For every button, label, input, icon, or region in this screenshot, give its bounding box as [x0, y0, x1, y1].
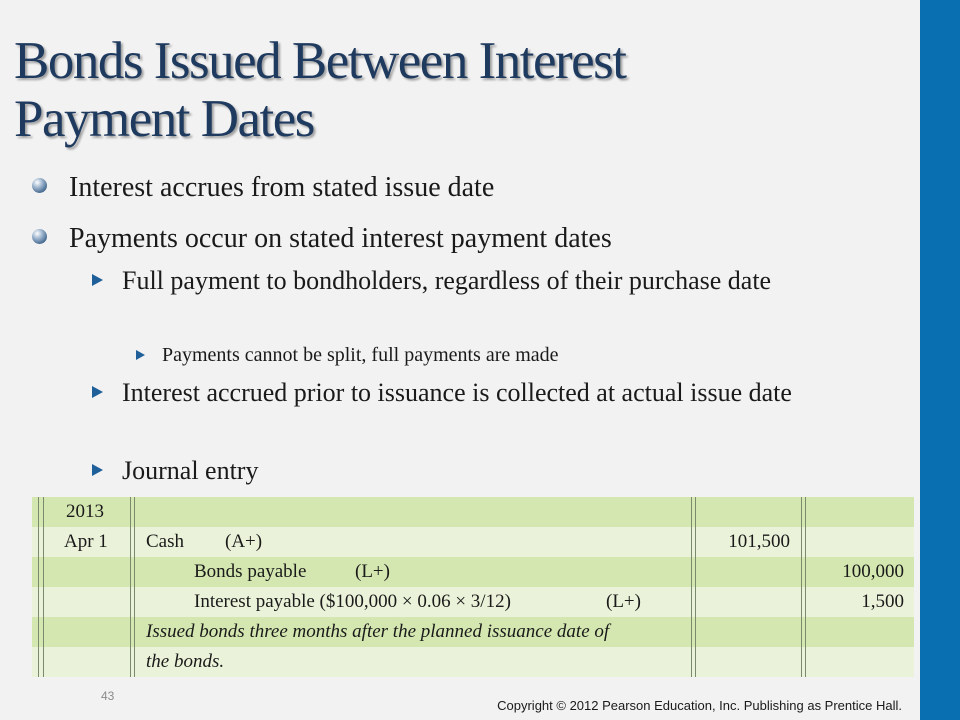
- column-divider: [695, 497, 696, 677]
- column-divider: [38, 497, 39, 677]
- memo-line-2: the bonds.: [146, 651, 225, 672]
- bullet-text: Payments cannot be split, full payments are made: [162, 344, 559, 366]
- column-divider: [43, 497, 44, 677]
- bullet-arrow-icon: [92, 274, 103, 286]
- bullet-item: [32, 171, 494, 205]
- date-cell: Apr 1: [64, 531, 108, 552]
- sub-sub-bullet-item: [136, 342, 559, 368]
- slide-title: [14, 32, 894, 148]
- effect-cell: (L+): [355, 561, 390, 582]
- title-line-1: Bonds Issued Between Interest: [14, 32, 626, 90]
- title-line-2: Payment Dates: [14, 90, 314, 148]
- credit-cell: 100,000: [842, 561, 904, 582]
- bullet-text: Interest accrues from stated issue date: [69, 172, 495, 203]
- bullet-text: Full payment to bondholders, regardless of their purchase date: [122, 266, 772, 295]
- bullet-item: [32, 222, 612, 256]
- bullet-arrow-icon: [92, 464, 103, 476]
- bullet-arrow-icon: [136, 350, 145, 360]
- account-cell: Bonds payable: [194, 561, 307, 582]
- account-cell: Cash: [146, 531, 184, 552]
- memo-line-1: Issued bonds three months after the planned issuance date of: [146, 621, 610, 642]
- bullet-orb-icon: [32, 229, 47, 244]
- table-row: [32, 557, 914, 587]
- journal-entry-table: [32, 497, 914, 677]
- sub-bullet-item: [92, 375, 892, 411]
- column-divider: [134, 497, 135, 677]
- copyright-notice: Copyright © 2012 Pearson Education, Inc. Publishing as Prentice Hall.: [497, 698, 902, 713]
- bullet-text: Payments occur on stated interest payment dates: [69, 223, 612, 254]
- sub-bullet-item: [92, 263, 892, 299]
- column-divider: [691, 497, 692, 677]
- sub-bullet-item: [92, 453, 892, 489]
- debit-cell: 101,500: [728, 531, 790, 552]
- column-divider: [801, 497, 802, 677]
- bullet-orb-icon: [32, 178, 47, 193]
- column-divider: [130, 497, 131, 677]
- page-number: 43: [101, 689, 115, 703]
- credit-cell: 1,500: [861, 591, 904, 612]
- account-cell: Interest payable ($100,000 × 0.06 × 3/12): [194, 591, 511, 612]
- effect-cell: (L+): [606, 591, 641, 612]
- table-row: [32, 497, 914, 527]
- bullet-text: Interest accrued prior to issuance is collected at actual issue date: [122, 378, 792, 407]
- effect-cell: (A+): [225, 531, 263, 552]
- bullet-arrow-icon: [92, 386, 103, 398]
- bullet-text: Journal entry: [122, 456, 259, 485]
- accent-band: [920, 0, 960, 720]
- year-cell: 2013: [66, 501, 104, 522]
